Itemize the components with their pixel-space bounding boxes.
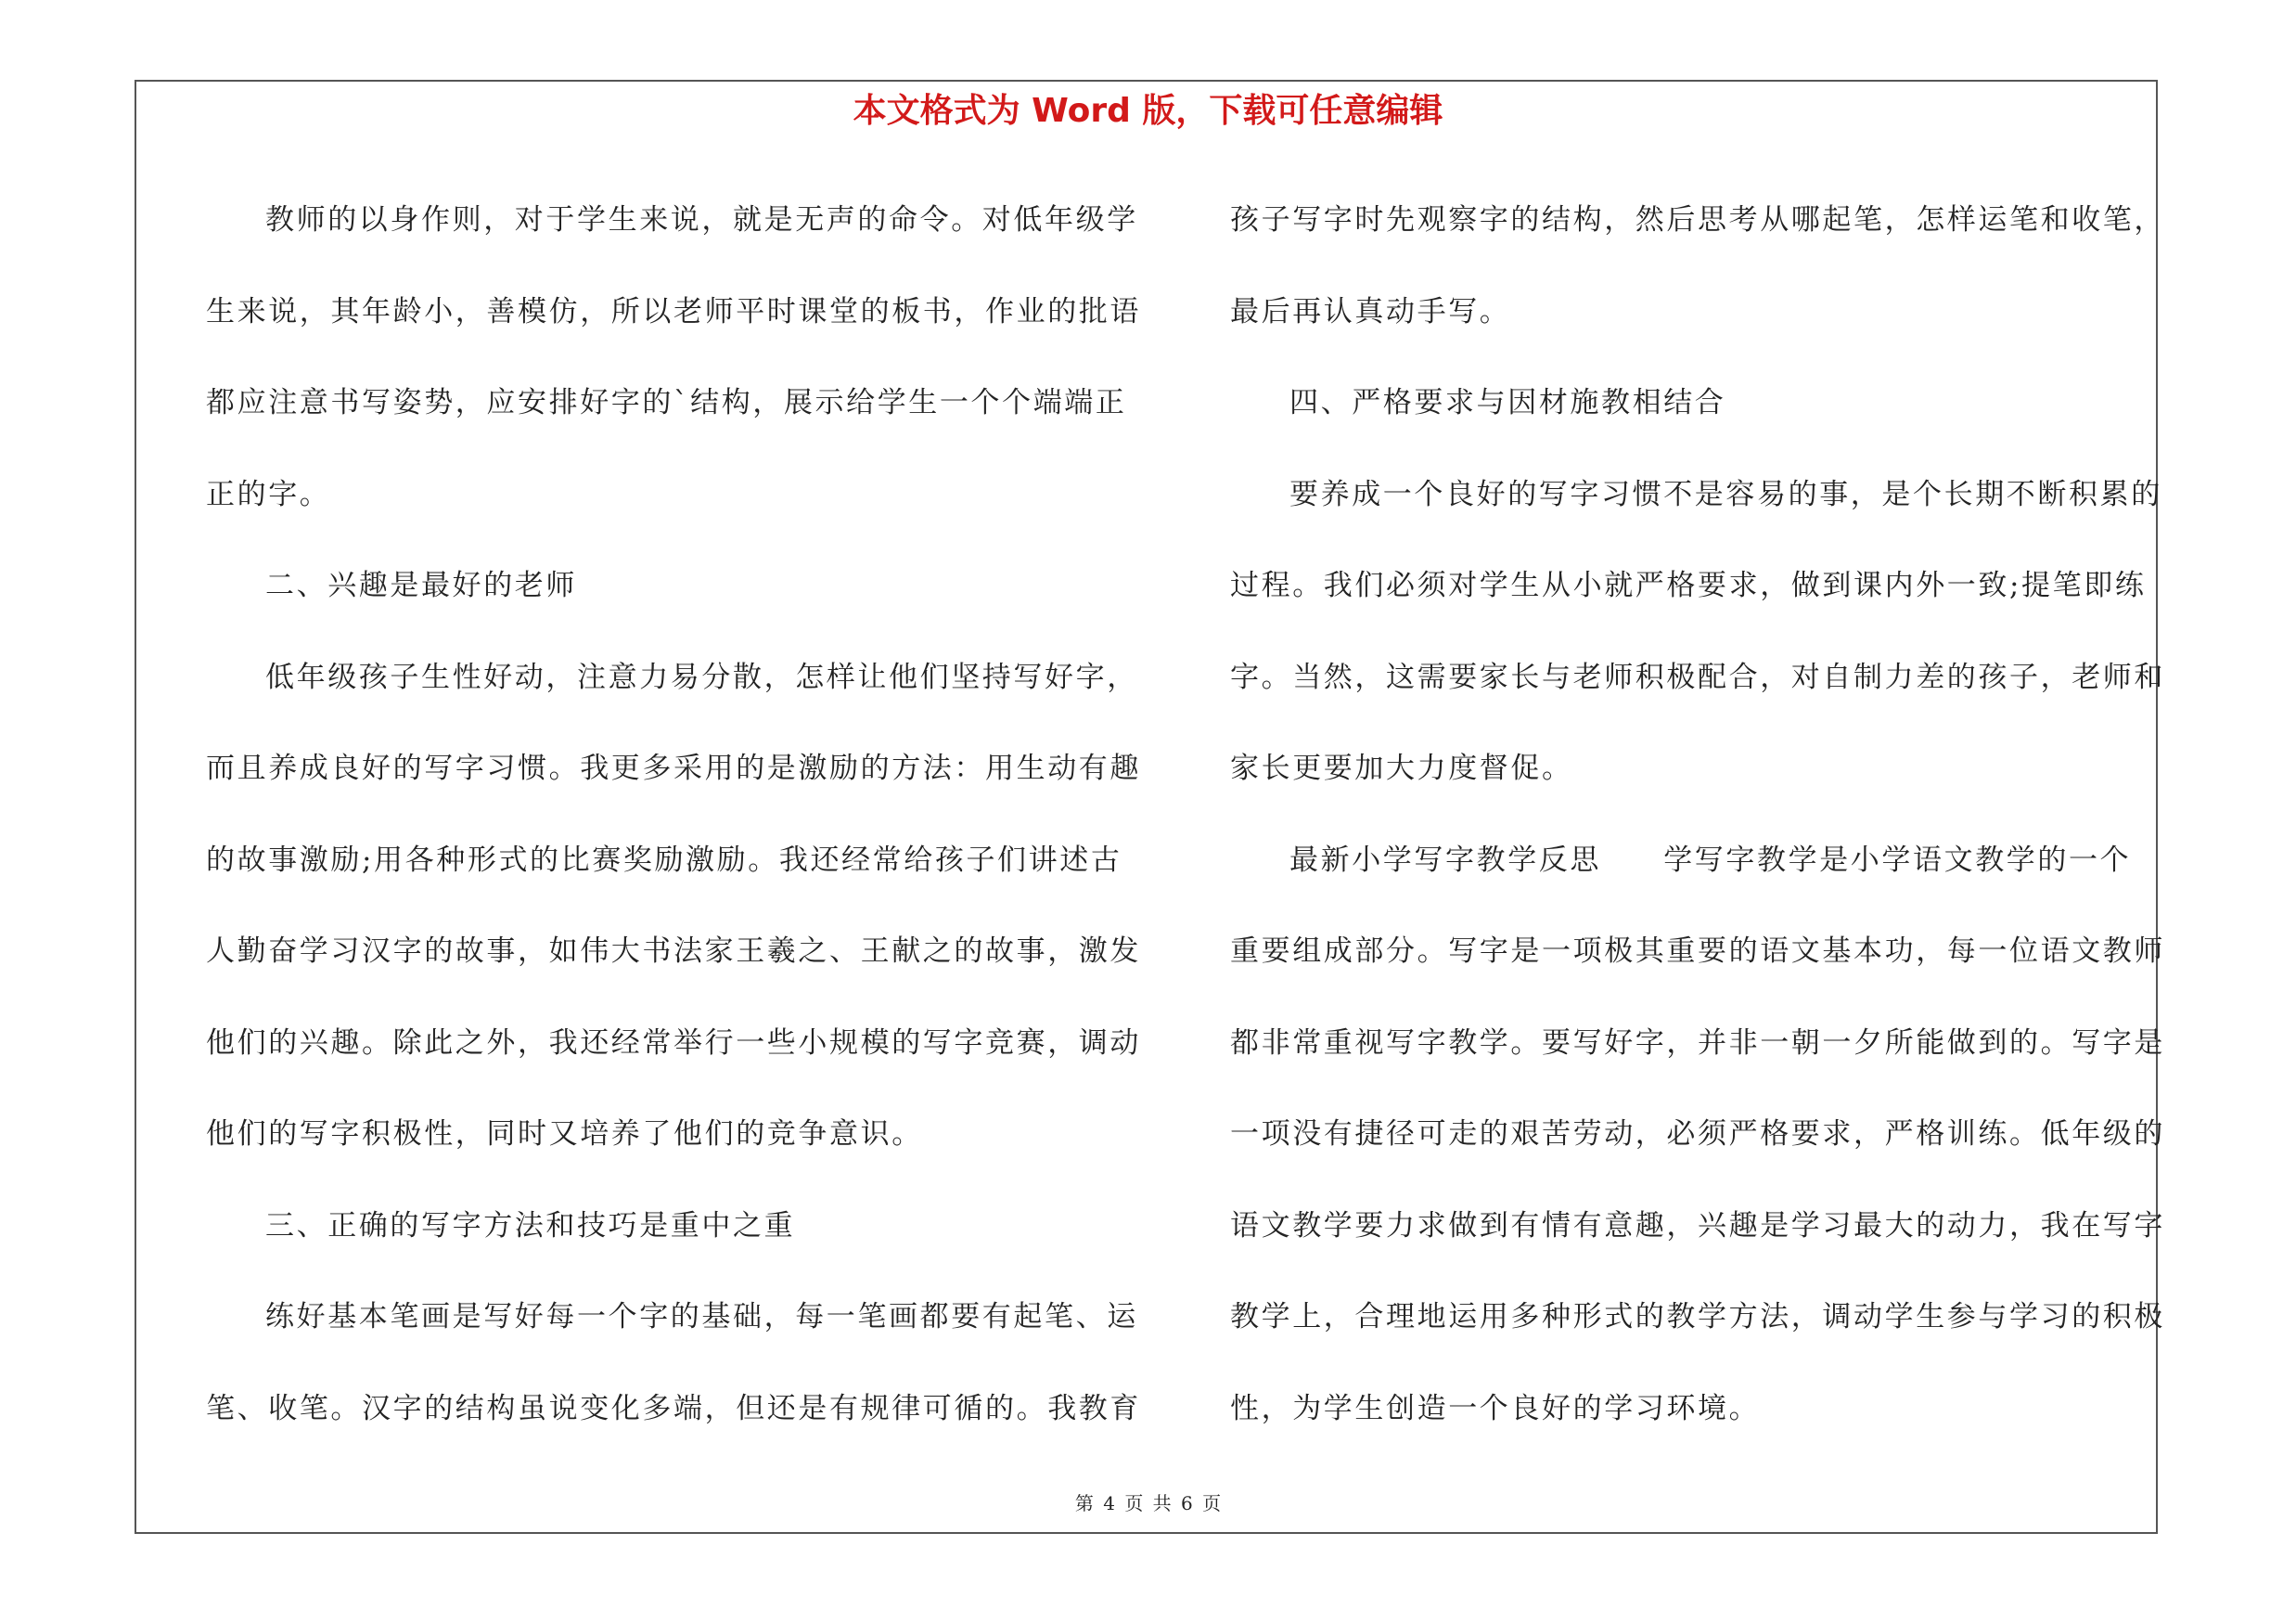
text-line: 他们的兴趣。除此之外，我还经常举行一些小规模的写字竞赛，调动: [206, 1025, 1141, 1060]
text-line: 笔、收笔。汉字的结构虽说变化多端，但还是有规律可循的。我教育: [206, 1391, 1141, 1425]
text-line: 人勤奋学习汉字的故事，如伟大书法家王羲之、王献之的故事，激发: [206, 934, 1141, 968]
format-banner: 本文格式为 Word 版，下载可任意编辑: [853, 92, 1443, 130]
text-line: 重要组成部分。写字是一项极其重要的语文基本功，每一位语文教师: [1230, 934, 2165, 968]
text-line: 过程。我们必须对学生从小就严格要求，做到课内外一致;提笔即练: [1230, 569, 2147, 602]
footer-total-pages: 6: [1181, 1492, 1193, 1514]
text-line: 都非常重视写字教学。要写好字，并非一朝一夕所能做到的。写字是: [1230, 1025, 2165, 1060]
text-line: 孩子写字时先观察字的结构，然后思考从哪起笔，怎样运笔和收笔，: [1230, 203, 2165, 237]
text-line: 的故事激励;用各种形式的比赛奖励激励。我还经常给孩子们讲述古: [206, 843, 1122, 877]
text-line: 最新小学写字教学反思 学写字教学是小学语文教学的一个: [1289, 843, 2132, 877]
text-line: 一项没有捷径可走的艰苦劳动，必须严格要求，严格训练。低年级的: [1230, 1117, 2165, 1151]
text-line: 字。当然，这需要家长与老师积极配合，对自制力差的孩子，老师和: [1230, 660, 2165, 694]
text-line: 生来说，其年龄小，善模仿，所以老师平时课堂的板书，作业的批语: [206, 294, 1141, 328]
footer-prefix: 第: [1074, 1492, 1094, 1514]
text-line: 最后再认真动手写。: [1230, 294, 1511, 328]
footer-suffix: 页: [1202, 1492, 1222, 1514]
text-line: 家长更要加大力度督促。: [1230, 752, 1573, 785]
text-line: 二、兴趣是最好的老师: [265, 569, 577, 602]
footer-page-word: 页: [1124, 1492, 1144, 1514]
page-number-footer: [0, 1492, 2296, 1514]
left-text-column: [206, 174, 1171, 1454]
text-line: 他们的写字积极性，同时又培养了他们的竞争意识。: [206, 1117, 923, 1151]
text-line: 性，为学生创造一个良好的学习环境。: [1230, 1391, 1761, 1425]
text-line: 教师的以身作则，对于学生来说，就是无声的命令。对低年级学: [265, 203, 1138, 237]
right-text-column: [1230, 174, 2165, 1454]
text-line: 四、严格要求与因材施教相结合: [1289, 386, 1726, 419]
text-line: 正的字。: [206, 477, 331, 511]
text-line: 而且养成良好的写字习惯。我更多采用的是激励的方法：用生动有趣: [206, 752, 1141, 785]
footer-current-page: 4: [1103, 1492, 1115, 1514]
text-line: 语文教学要力求做到有情有意趣，兴趣是学习最大的动力，我在写字: [1230, 1208, 2165, 1243]
text-line: 低年级孩子生性好动，注意力易分散，怎样让他们坚持写好字，: [265, 660, 1138, 694]
text-line: 都应注意书写姿势，应安排好字的`结构，展示给学生一个个端端正: [206, 386, 1127, 419]
text-line: 要养成一个良好的写字习惯不是容易的事，是个长期不断积累的: [1289, 477, 2162, 511]
text-line: 三、正确的写字方法和技巧是重中之重: [265, 1208, 796, 1243]
text-line: 练好基本笔画是写好每一个字的基础，每一笔画都要有起笔、运: [265, 1300, 1138, 1333]
text-line: 教学上，合理地运用多种形式的教学方法，调动学生参与学习的积极: [1230, 1300, 2165, 1333]
footer-total-prefix: 共: [1152, 1492, 1172, 1514]
